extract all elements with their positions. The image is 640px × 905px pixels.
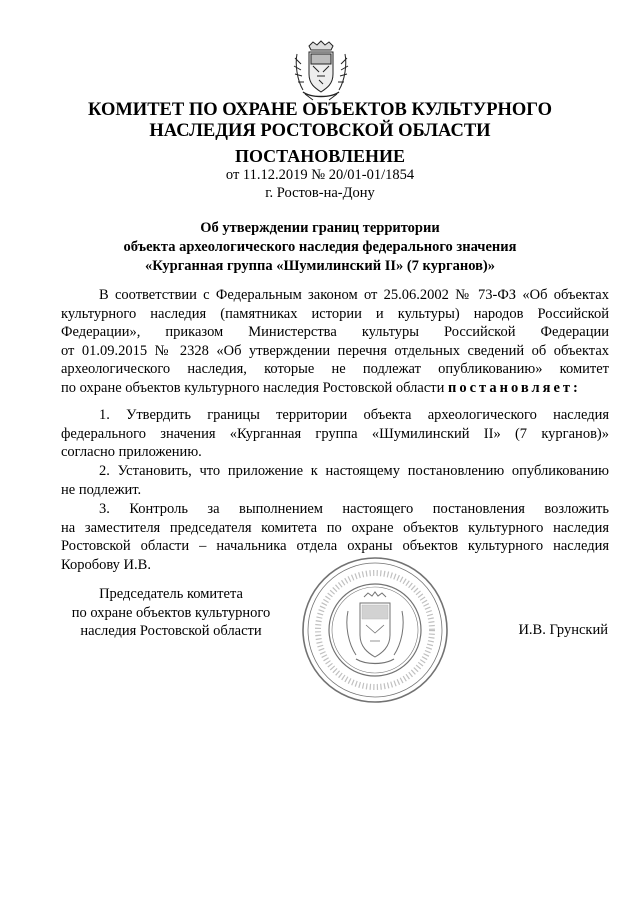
preamble-line-final — [61, 379, 609, 398]
committee-line-2: НАСЛЕДИЯ РОСТОВСКОЙ ОБЛАСТИ — [149, 121, 491, 141]
item-line: не подлежит. — [61, 481, 142, 498]
preamble-line: культурного наследия (памятниках истории и культуры) народов Российской — [61, 305, 609, 322]
item-line: 3. Контроль за выполнением настоящего постановления возложить — [99, 501, 609, 517]
item-1-paragraph — [61, 406, 609, 462]
document-city: г. Ростов-на-Дону — [265, 185, 375, 201]
subject-line-1: Об утверждении границ территории — [200, 220, 440, 236]
decree-word: постановляет: — [448, 379, 581, 396]
signer-name: И.В. Грунский — [518, 622, 608, 638]
item-line: 1. Утвердить границы территории объекта археологического наследия — [99, 407, 609, 423]
subject-line-2: объекта археологического наследия федерального значения — [123, 239, 517, 255]
item-line: на заместителя председателя комитета по охране объектов культурного наследия — [61, 519, 609, 536]
signer-title-line-2: по охране объектов культурного — [71, 604, 271, 621]
committee-line-1: КОМИТЕТ ПО ОХРАНЕ ОБЪЕКТОВ КУЛЬТУРНОГО — [88, 100, 552, 120]
preamble-line: Федерации», приказом Министерства культуры Российской Федерации — [61, 324, 609, 341]
item-line: Ростовской области – начальника отдела охраны объектов культурного наследия — [61, 538, 609, 555]
preamble-paragraph — [61, 286, 609, 398]
item-2-paragraph — [61, 462, 609, 499]
document-subject — [40, 219, 600, 276]
document-type: ПОСТАНОВЛЕНИЕ — [234, 146, 406, 166]
preamble-line: от 01.09.2015 № 2328 «Об утверждении перечня отдельных сведений об объектах — [61, 342, 609, 359]
document-date-number: от 11.12.2019 № 20/01-01/1854 — [225, 167, 415, 183]
item-line: федерального значения «Курганная группа «Шумилинский II» (7 курганов)» — [61, 425, 609, 442]
subject-line-3: «Курганная группа «Шумилинский II» (7 курганов)» — [144, 258, 496, 274]
signer-title-line-1: Председатель комитета — [99, 586, 243, 602]
coat-of-arms-icon — [289, 40, 353, 102]
committee-name — [40, 100, 600, 142]
preamble-line: по охране объектов культурного наследия Ростовской области — [61, 379, 445, 396]
signer-title — [61, 585, 281, 641]
official-seal-icon — [300, 555, 450, 705]
item-line: Коробову И.В. — [61, 556, 151, 573]
item-line: 2. Установить, что приложение к настоящему постановлению опубликованию — [99, 463, 609, 479]
preamble-line: археологического наследия, которые не подлежат опубликованию» комитет — [61, 361, 609, 378]
preamble-line: В соответствии с Федеральным законом от 25.06.2002 № 73-ФЗ «Об объектах — [99, 287, 609, 303]
item-line: согласно приложению. — [61, 444, 202, 461]
signer-title-line-3: наследия Ростовской области — [80, 623, 262, 640]
